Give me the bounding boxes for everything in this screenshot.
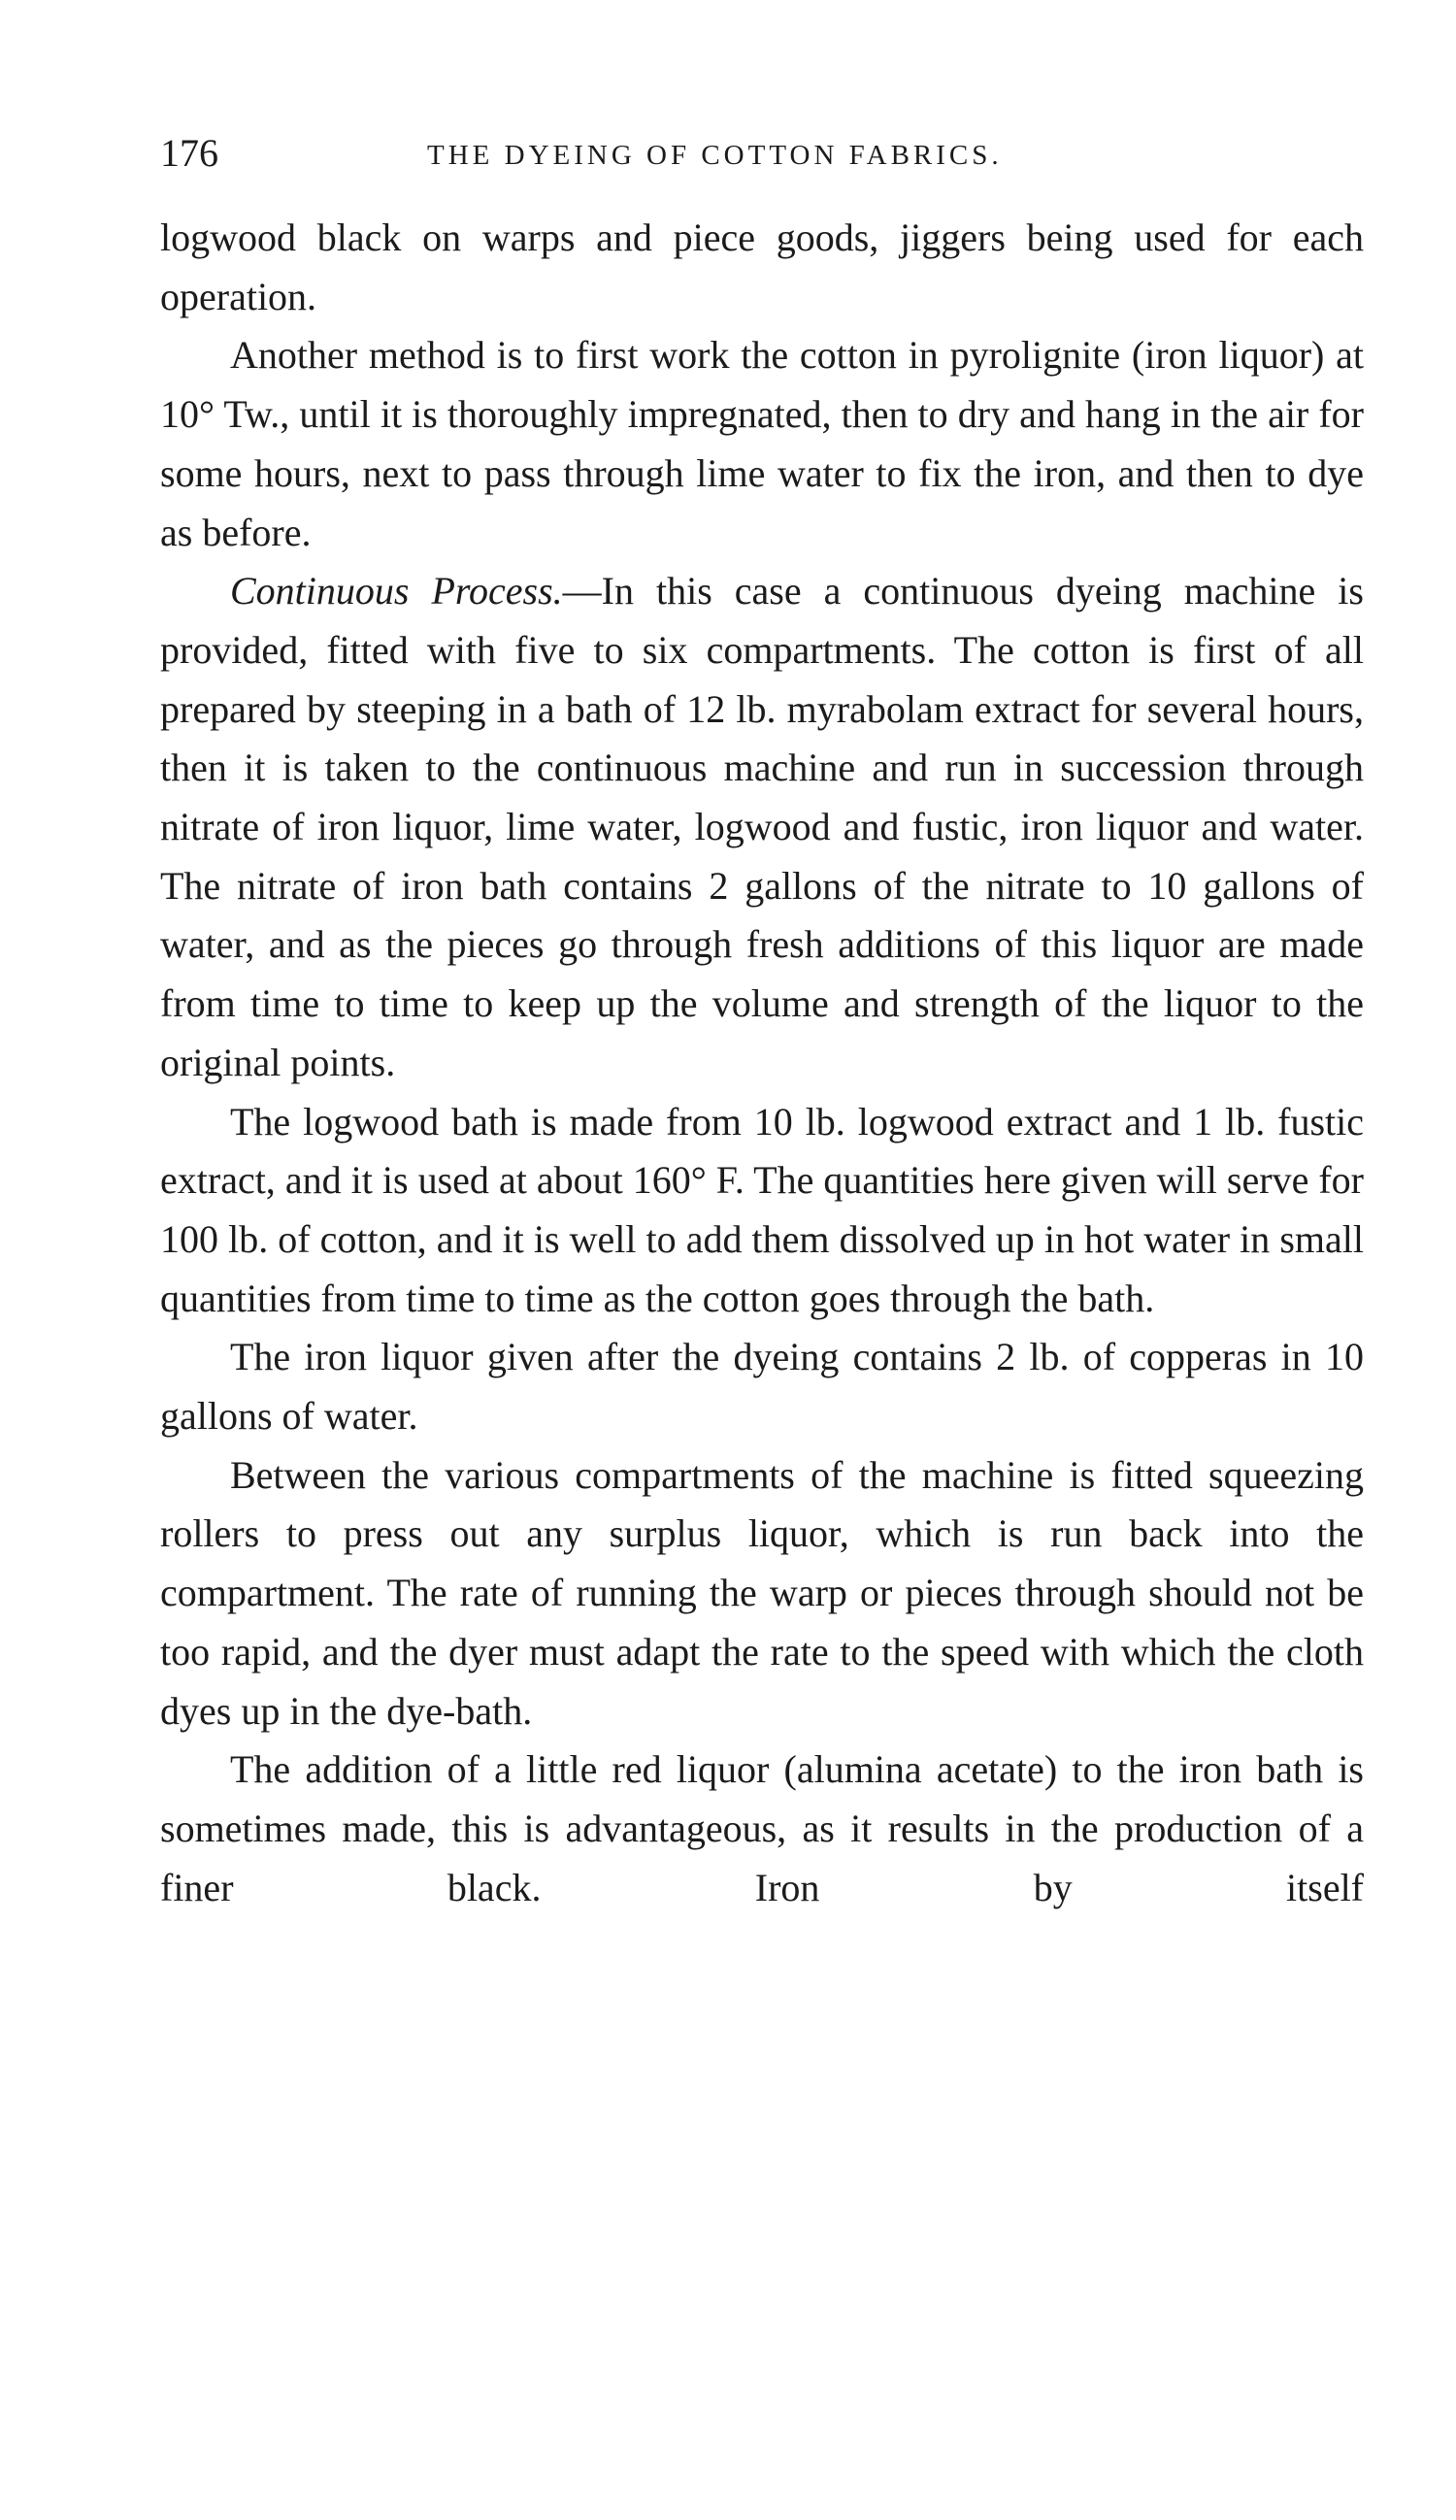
paragraph-text: The addition of a little red liquor (alumina acetate) to the iron bath is sometimes made, this is advantageous, as it results in the production of a finer black. Iron by itself (160, 1747, 1364, 1909)
paragraph-squeezing-rollers (160, 1446, 1364, 1741)
paragraph-text: —In this case a continuous dyeing machine is provided, fitted with five to six compartments. The cotton is first of all prepared by steeping in a bath of 12 lb. myrabolam extract for several hours, then it is taken to the continuous machine and run in succession through nitrate of iron liquor, lime water, logwood and fustic, iron liquor and water. The nitrate of iron bath contains 2 gallons of the nitrate to 10 gallons of water, and as the pieces go through fresh additions of this liquor are made from time to time to keep up the volume and strength of the liquor to the original points. (160, 569, 1364, 1084)
paragraph-continuation (160, 209, 1364, 326)
running-title: THE DYEING OF COTTON FABRICS. (427, 140, 1003, 171)
page-number: 176 (160, 131, 218, 175)
paragraph-logwood-bath (160, 1093, 1364, 1329)
paragraph-text: The iron liquor given after the dyeing contains 2 lb. of copperas in 10 gallons of water. (160, 1335, 1364, 1439)
paragraph-text: Another method is to first work the cotton in pyrolignite (iron liquor) at 10° Tw., until it is thoroughly impregnated, then to dry and hang in the air for some hours, next to pass through lime water to fix the iron, and then to dye as before. (160, 333, 1364, 554)
paragraph-text: The logwood bath is made from 10 lb. logwood extract and 1 lb. fustic extract, and it is used at about 160° F. The quantities here given will serve for 100 lb. of cotton, and it is well to add them dissolved up in hot water in small quantities from time to time as the cotton goes through the bath. (160, 1099, 1364, 1320)
paragraph-red-liquor (160, 1741, 1364, 1917)
paragraph-another-method (160, 326, 1364, 562)
run-in-heading: Continuous Process. (230, 569, 563, 613)
paragraph-text: Between the various compartments of the machine is fitted squeezing rollers to press out any surplus liquor, which is run back into the compartment. The rate of running the warp or pieces through should not be too rapid, and the dyer must adapt the rate to the speed with which the cloth dyes up in the dye-bath. (160, 1452, 1364, 1733)
paragraph-iron-liquor (160, 1328, 1364, 1445)
paragraph-continuous-process (160, 562, 1364, 1092)
running-head (160, 124, 1364, 182)
body-text (160, 209, 1364, 1917)
paragraph-text: logwood black on warps and piece goods, jiggers being used for each operation. (160, 216, 1364, 318)
